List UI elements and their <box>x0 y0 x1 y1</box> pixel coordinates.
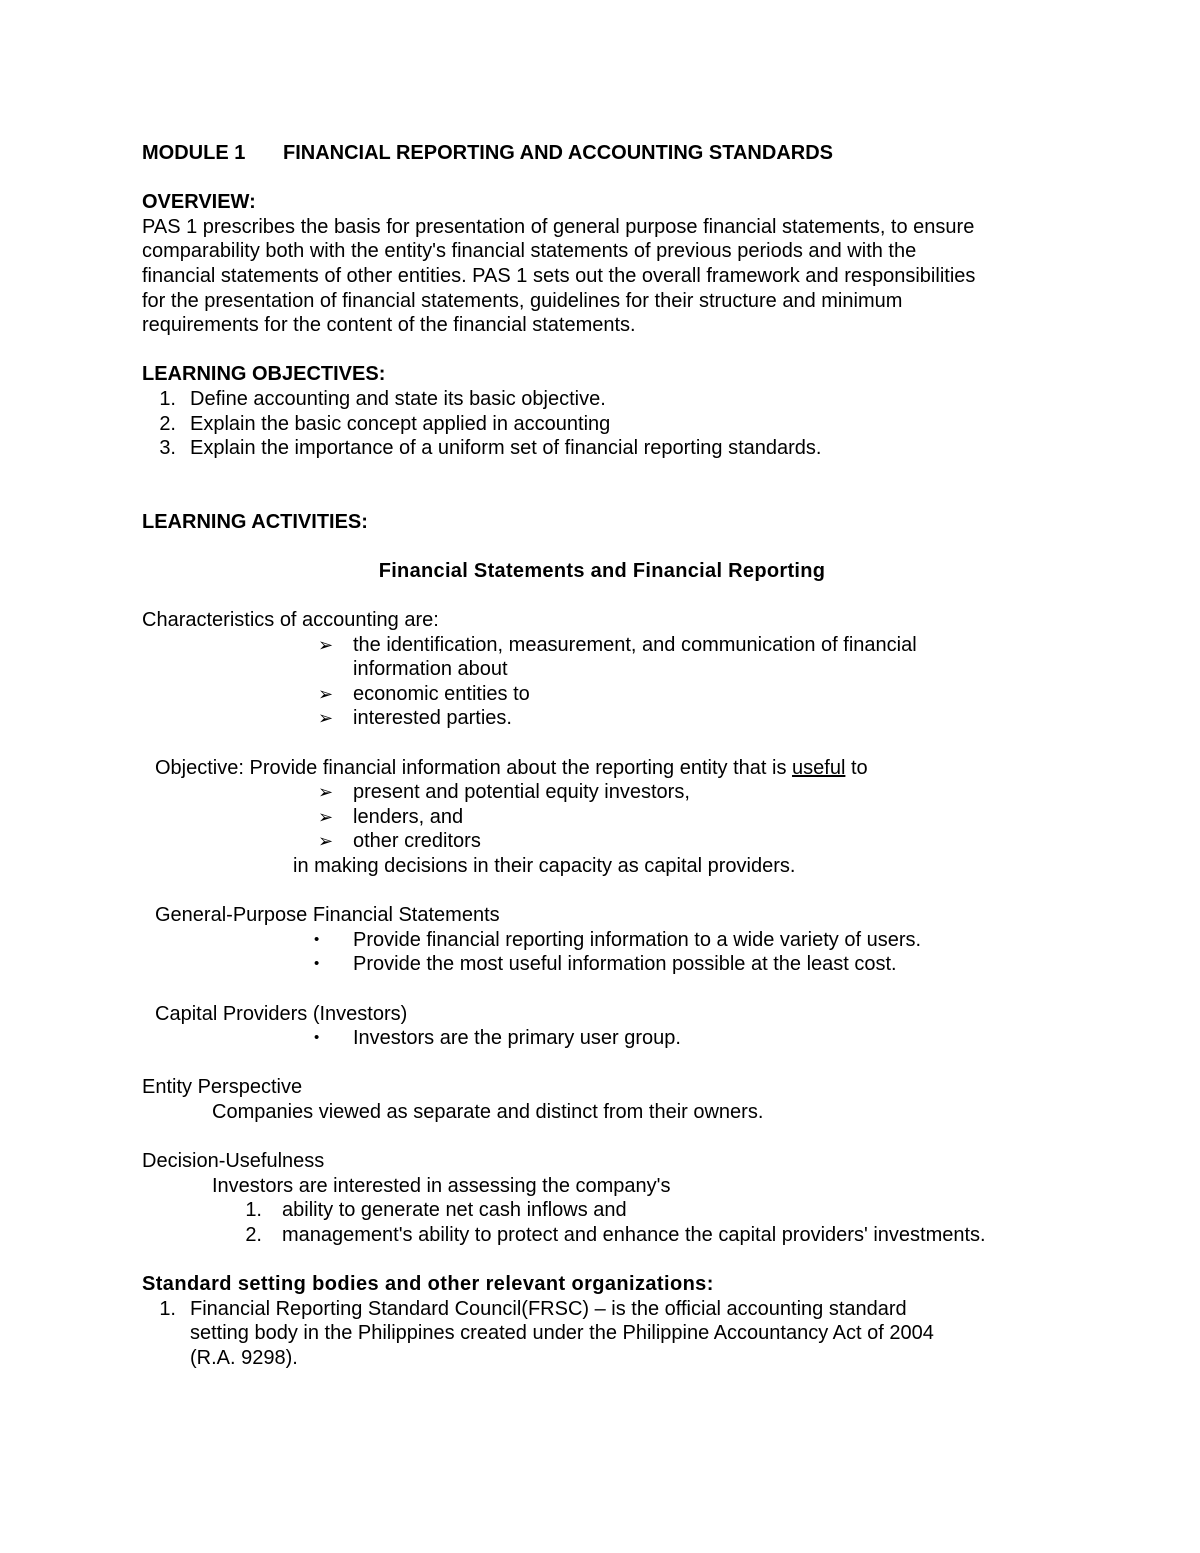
item-number: 1. <box>245 1199 262 1222</box>
arrow-list-item <box>142 706 1062 731</box>
arrow-list-item <box>142 633 1062 682</box>
activities-heading: LEARNING ACTIVITIES: <box>142 510 368 533</box>
objectives-heading: LEARNING OBJECTIVES: <box>142 363 386 386</box>
bullet-list-item <box>142 928 1062 953</box>
standards-heading: Standard setting bodies and other relevant organizations: <box>142 1273 714 1296</box>
arrow-bullet-icon: ➢ <box>318 782 334 803</box>
item-text: setting body in the Philippines created under the Philippine Accountancy Act of 2004 <box>190 1322 934 1345</box>
item-number: 2. <box>245 1223 262 1246</box>
decision-item <box>142 1223 1062 1248</box>
arrow-bullet-icon: ➢ <box>318 683 334 704</box>
bullet-icon: • <box>314 1029 320 1047</box>
objective-statement <box>142 756 1062 781</box>
bullet-icon: • <box>314 955 320 973</box>
item-text: the identification, measurement, and communication of financial <box>353 633 917 656</box>
arrow-list-item <box>142 780 1062 805</box>
objective-item <box>142 387 1062 412</box>
decision-item <box>142 1198 1062 1223</box>
decision-intro: Investors are interested in assessing the company's <box>212 1174 671 1197</box>
item-text: (R.A. 9298). <box>190 1346 298 1369</box>
objective-prefix: Objective: Provide financial information about the reporting entity that is <box>155 756 793 779</box>
item-text: economic entities to <box>353 682 530 705</box>
objective-closing: in making decisions in their capacity as capital providers. <box>293 855 796 878</box>
overview-line: financial statements of other entities. PAS 1 sets out the overall framework and responsibilities <box>142 264 976 287</box>
item-text: present and potential equity investors, <box>353 781 690 804</box>
item-text: Explain the importance of a uniform set of financial reporting standards. <box>190 437 822 460</box>
item-text: Provide financial reporting information to a wide variety of users. <box>353 928 922 951</box>
item-number: 3. <box>159 437 176 460</box>
item-text: lenders, and <box>353 805 464 828</box>
overview-line: PAS 1 prescribes the basis for presentation of general purpose financial statements, to ensure <box>142 215 975 238</box>
arrow-bullet-icon: ➢ <box>318 634 334 655</box>
characteristics-intro: Characteristics of accounting are: <box>142 609 439 632</box>
entity-text: Companies viewed as separate and distinct from their owners. <box>212 1100 764 1123</box>
module-title-text: FINANCIAL REPORTING AND ACCOUNTING STANDARDS <box>283 142 833 164</box>
overview-heading: OVERVIEW: <box>142 191 256 214</box>
general-purpose-heading: General-Purpose Financial Statements <box>155 904 500 927</box>
arrow-bullet-icon: ➢ <box>318 708 334 729</box>
module-number: MODULE 1 <box>142 142 246 164</box>
overview-line: comparability both with the entity's financial statements of previous periods and with the <box>142 240 917 263</box>
item-text: other creditors <box>353 830 481 853</box>
arrow-bullet-icon: ➢ <box>318 831 334 852</box>
item-number: 1. <box>159 387 176 410</box>
capital-providers-heading: Capital Providers (Investors) <box>155 1002 408 1025</box>
overview-line: requirements for the content of the financial statements. <box>142 314 636 337</box>
objective-item <box>142 412 1062 437</box>
item-text: information about <box>353 658 508 681</box>
item-text: Define accounting and state its basic objective. <box>190 387 606 410</box>
bullet-list-item <box>142 952 1062 977</box>
item-number: 2. <box>159 412 176 435</box>
overview-line: for the presentation of financial statements, guidelines for their structure and minimum <box>142 289 903 312</box>
item-text: Financial Reporting Standard Council(FRSC) – is the official accounting standard <box>190 1297 907 1320</box>
item-text: Explain the basic concept applied in accounting <box>190 412 611 435</box>
section-subheading: Financial Statements and Financial Reporting <box>378 559 826 582</box>
arrow-list-item <box>142 805 1062 830</box>
bullet-icon: • <box>314 930 320 948</box>
item-text: ability to generate net cash inflows and <box>282 1199 627 1222</box>
objective-suffix: to <box>845 756 868 779</box>
arrow-list-item <box>142 829 1062 854</box>
document-page <box>142 141 1062 1371</box>
module-title <box>142 141 1062 166</box>
arrow-list-item <box>142 682 1062 707</box>
objective-item <box>142 436 1062 461</box>
bullet-list-item <box>142 1026 1062 1051</box>
arrow-bullet-icon: ➢ <box>318 806 334 827</box>
item-text: Investors are the primary user group. <box>353 1027 681 1050</box>
standards-item <box>142 1297 1062 1371</box>
item-text: management's ability to protect and enhance the capital providers' investments. <box>282 1223 986 1246</box>
decision-heading: Decision-Usefulness <box>142 1150 325 1173</box>
item-number: 1. <box>159 1297 176 1320</box>
entity-heading: Entity Perspective <box>142 1076 303 1099</box>
item-text: Provide the most useful information possible at the least cost. <box>353 953 897 976</box>
item-text: interested parties. <box>353 707 512 730</box>
objective-underlined: useful <box>792 756 846 779</box>
